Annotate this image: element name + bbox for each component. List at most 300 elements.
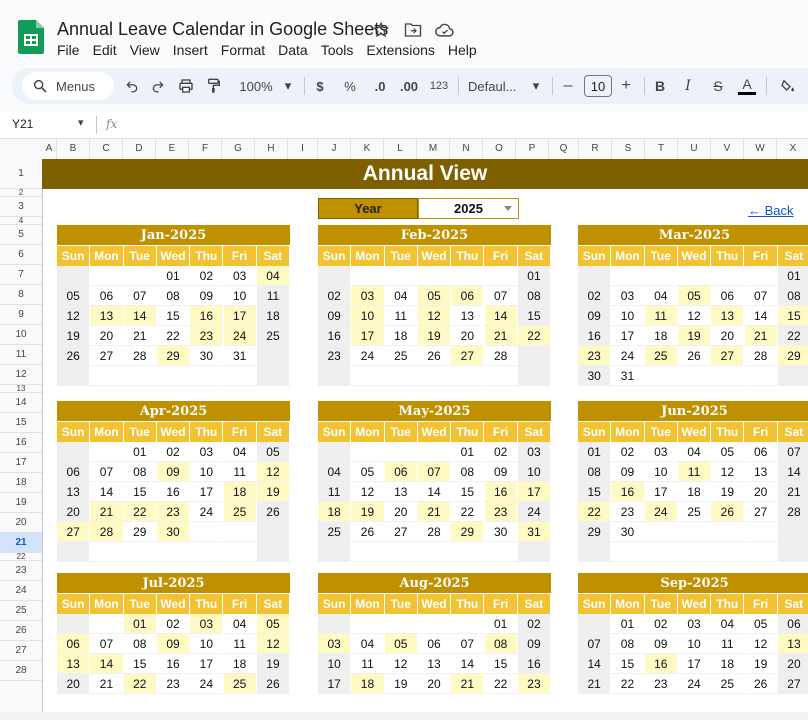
day-cell[interactable] <box>778 366 808 386</box>
day-cell[interactable] <box>518 542 551 562</box>
sheets-logo-icon[interactable] <box>18 20 44 54</box>
column-header-n[interactable]: N <box>450 139 483 159</box>
day-cell[interactable]: 10 <box>190 462 223 482</box>
row-header-28[interactable]: 28 <box>0 661 42 681</box>
day-cell[interactable]: 14 <box>90 654 123 674</box>
column-header-s[interactable]: S <box>612 139 645 159</box>
column-header-e[interactable]: E <box>156 139 189 159</box>
day-cell[interactable]: 21 <box>451 674 484 694</box>
increase-decimal-button[interactable]: .00 <box>399 78 419 94</box>
day-cell[interactable] <box>578 614 611 634</box>
day-cell[interactable]: 12 <box>257 634 290 654</box>
column-header-r[interactable]: R <box>579 139 612 159</box>
menu-tools[interactable]: Tools <box>320 42 354 58</box>
day-cell[interactable]: 12 <box>678 306 711 326</box>
day-cell[interactable] <box>418 442 451 462</box>
day-cell[interactable]: 22 <box>518 326 551 346</box>
day-cell[interactable]: 09 <box>611 462 644 482</box>
column-header-o[interactable]: O <box>483 139 516 159</box>
day-cell[interactable] <box>90 614 123 634</box>
day-cell[interactable]: 16 <box>611 482 644 502</box>
day-cell[interactable]: 15 <box>124 482 157 502</box>
day-cell[interactable] <box>485 542 518 562</box>
day-cell[interactable]: 02 <box>318 286 351 306</box>
day-cell[interactable]: 12 <box>257 462 290 482</box>
day-cell[interactable]: 15 <box>124 654 157 674</box>
day-cell[interactable]: 01 <box>778 266 808 286</box>
column-header-u[interactable]: U <box>678 139 711 159</box>
day-cell[interactable]: 05 <box>418 286 451 306</box>
day-cell[interactable]: 08 <box>451 462 484 482</box>
day-cell[interactable]: 29 <box>778 346 808 366</box>
font-size-input[interactable] <box>584 68 612 104</box>
day-cell[interactable] <box>611 542 644 562</box>
day-cell[interactable]: 21 <box>124 326 157 346</box>
day-cell[interactable]: 20 <box>418 674 451 694</box>
row-header-17[interactable]: 17 <box>0 453 42 473</box>
day-cell[interactable] <box>711 366 744 386</box>
day-cell[interactable]: 13 <box>90 306 123 326</box>
day-cell[interactable] <box>224 366 257 386</box>
day-cell[interactable]: 05 <box>711 442 744 462</box>
day-cell[interactable]: 04 <box>318 462 351 482</box>
day-cell[interactable]: 15 <box>578 482 611 502</box>
day-cell[interactable]: 04 <box>257 266 290 286</box>
day-cell[interactable]: 07 <box>124 286 157 306</box>
day-cell[interactable]: 13 <box>745 462 778 482</box>
day-cell[interactable]: 18 <box>224 482 257 502</box>
day-cell[interactable]: 05 <box>745 614 778 634</box>
day-cell[interactable]: 08 <box>124 634 157 654</box>
day-cell[interactable] <box>90 266 123 286</box>
day-cell[interactable] <box>645 542 678 562</box>
day-cell[interactable] <box>57 542 90 562</box>
day-cell[interactable]: 14 <box>485 306 518 326</box>
day-cell[interactable]: 04 <box>385 286 418 306</box>
day-cell[interactable]: 19 <box>57 326 90 346</box>
column-header-q[interactable]: Q <box>549 139 579 159</box>
day-cell[interactable]: 19 <box>418 326 451 346</box>
menu-help[interactable]: Help <box>447 42 477 58</box>
day-cell[interactable]: 13 <box>778 634 808 654</box>
day-cell[interactable] <box>745 542 778 562</box>
day-cell[interactable]: 06 <box>778 614 808 634</box>
day-cell[interactable]: 27 <box>385 522 418 542</box>
column-header-l[interactable]: L <box>384 139 417 159</box>
strikethrough-button[interactable]: S <box>713 78 723 94</box>
day-cell[interactable]: 25 <box>711 674 744 694</box>
row-header-2[interactable]: 2 <box>0 189 42 197</box>
day-cell[interactable]: 03 <box>351 286 384 306</box>
day-cell[interactable]: 06 <box>57 462 90 482</box>
day-cell[interactable]: 02 <box>190 266 223 286</box>
day-cell[interactable]: 07 <box>451 634 484 654</box>
column-header-x[interactable]: X <box>777 139 808 159</box>
day-cell[interactable]: 26 <box>57 346 90 366</box>
row-header-10[interactable]: 10 <box>0 325 42 345</box>
day-cell[interactable] <box>385 366 418 386</box>
day-cell[interactable]: 06 <box>385 462 418 482</box>
redo-button[interactable] <box>146 68 170 104</box>
day-cell[interactable]: 25 <box>385 346 418 366</box>
day-cell[interactable]: 09 <box>578 306 611 326</box>
name-box[interactable]: Y21 <box>12 117 34 131</box>
day-cell[interactable] <box>645 522 678 542</box>
day-cell[interactable]: 20 <box>385 502 418 522</box>
font-select[interactable]: Defaul... <box>468 78 517 94</box>
day-cell[interactable]: 16 <box>518 654 551 674</box>
day-cell[interactable]: 18 <box>645 326 678 346</box>
day-cell[interactable]: 27 <box>745 502 778 522</box>
row-header-5[interactable]: 5 <box>0 225 42 245</box>
day-cell[interactable]: 27 <box>778 674 808 694</box>
day-cell[interactable]: 27 <box>451 346 484 366</box>
menu-view[interactable]: View <box>129 42 160 58</box>
day-cell[interactable]: 01 <box>485 614 518 634</box>
day-cell[interactable] <box>418 542 451 562</box>
day-cell[interactable]: 23 <box>518 674 551 694</box>
day-cell[interactable]: 23 <box>190 326 223 346</box>
percent-format-button[interactable]: % <box>344 78 356 94</box>
day-cell[interactable] <box>678 266 711 286</box>
row-header-16[interactable]: 16 <box>0 433 42 453</box>
day-cell[interactable]: 12 <box>711 462 744 482</box>
day-cell[interactable]: 30 <box>485 522 518 542</box>
row-header-9[interactable]: 9 <box>0 305 42 325</box>
menu-data[interactable]: Data <box>278 42 308 58</box>
day-cell[interactable]: 16 <box>157 482 190 502</box>
day-cell[interactable]: 07 <box>485 286 518 306</box>
day-cell[interactable]: 26 <box>418 346 451 366</box>
day-cell[interactable] <box>645 266 678 286</box>
day-cell[interactable]: 09 <box>318 306 351 326</box>
day-cell[interactable]: 27 <box>711 346 744 366</box>
day-cell[interactable]: 22 <box>578 502 611 522</box>
day-cell[interactable]: 04 <box>711 614 744 634</box>
day-cell[interactable]: 24 <box>224 326 257 346</box>
day-cell[interactable] <box>418 266 451 286</box>
row-header-19[interactable]: 19 <box>0 493 42 513</box>
day-cell[interactable]: 07 <box>90 634 123 654</box>
day-cell[interactable]: 24 <box>190 502 223 522</box>
day-cell[interactable] <box>711 266 744 286</box>
column-header-i[interactable]: I <box>288 139 318 159</box>
day-cell[interactable]: 14 <box>418 482 451 502</box>
day-cell[interactable]: 17 <box>645 482 678 502</box>
day-cell[interactable]: 19 <box>385 674 418 694</box>
day-cell[interactable]: 18 <box>318 502 351 522</box>
row-header-25[interactable]: 25 <box>0 601 42 621</box>
font-chevron-down-icon[interactable]: ▾ <box>532 78 540 93</box>
row-header-15[interactable]: 15 <box>0 413 42 433</box>
day-cell[interactable]: 26 <box>711 502 744 522</box>
undo-button[interactable] <box>120 68 144 104</box>
day-cell[interactable]: 25 <box>318 522 351 542</box>
column-header-m[interactable]: M <box>417 139 450 159</box>
row-header-18[interactable]: 18 <box>0 473 42 493</box>
day-cell[interactable] <box>190 366 223 386</box>
day-cell[interactable]: 18 <box>351 674 384 694</box>
day-cell[interactable]: 10 <box>645 462 678 482</box>
print-button[interactable] <box>174 68 198 104</box>
day-cell[interactable] <box>578 266 611 286</box>
day-cell[interactable]: 21 <box>418 502 451 522</box>
day-cell[interactable]: 08 <box>778 286 808 306</box>
day-cell[interactable] <box>485 366 518 386</box>
row-header-21[interactable]: 21 <box>0 533 42 553</box>
day-cell[interactable] <box>711 522 744 542</box>
day-cell[interactable]: 29 <box>157 346 190 366</box>
column-header-t[interactable]: T <box>645 139 678 159</box>
day-cell[interactable]: 08 <box>611 634 644 654</box>
day-cell[interactable]: 16 <box>157 654 190 674</box>
menu-edit[interactable]: Edit <box>92 42 117 58</box>
day-cell[interactable]: 10 <box>190 634 223 654</box>
column-header-k[interactable]: K <box>351 139 384 159</box>
day-cell[interactable]: 03 <box>645 442 678 462</box>
day-cell[interactable] <box>418 366 451 386</box>
day-cell[interactable]: 24 <box>645 502 678 522</box>
day-cell[interactable]: 17 <box>190 654 223 674</box>
day-cell[interactable]: 20 <box>57 502 90 522</box>
day-cell[interactable]: 03 <box>224 266 257 286</box>
menu-extensions[interactable]: Extensions <box>366 42 435 58</box>
day-cell[interactable]: 28 <box>745 346 778 366</box>
day-cell[interactable]: 17 <box>224 306 257 326</box>
day-cell[interactable]: 15 <box>778 306 808 326</box>
decrease-font-size-button[interactable]: – <box>563 77 573 94</box>
day-cell[interactable]: 20 <box>711 326 744 346</box>
day-cell[interactable] <box>257 366 290 386</box>
day-cell[interactable]: 10 <box>518 462 551 482</box>
day-cell[interactable]: 18 <box>385 326 418 346</box>
day-cell[interactable]: 23 <box>578 346 611 366</box>
menu-insert[interactable]: Insert <box>172 42 208 58</box>
day-cell[interactable] <box>451 366 484 386</box>
day-cell[interactable] <box>385 266 418 286</box>
day-cell[interactable]: 18 <box>711 654 744 674</box>
day-cell[interactable]: 17 <box>351 326 384 346</box>
day-cell[interactable]: 13 <box>57 654 90 674</box>
day-cell[interactable] <box>124 542 157 562</box>
column-header-d[interactable]: D <box>123 139 156 159</box>
day-cell[interactable]: 19 <box>257 482 290 502</box>
day-cell[interactable] <box>224 542 257 562</box>
day-cell[interactable]: 31 <box>224 346 257 366</box>
day-cell[interactable]: 23 <box>645 674 678 694</box>
day-cell[interactable]: 20 <box>90 326 123 346</box>
day-cell[interactable]: 24 <box>611 346 644 366</box>
row-header-22[interactable]: 22 <box>0 553 42 561</box>
day-cell[interactable] <box>678 522 711 542</box>
menu-format[interactable]: Format <box>220 42 266 58</box>
day-cell[interactable]: 27 <box>57 522 90 542</box>
day-cell[interactable]: 22 <box>124 502 157 522</box>
day-cell[interactable] <box>57 266 90 286</box>
day-cell[interactable]: 10 <box>224 286 257 306</box>
day-cell[interactable]: 24 <box>190 674 223 694</box>
day-cell[interactable]: 03 <box>190 442 223 462</box>
day-cell[interactable]: 08 <box>578 462 611 482</box>
row-header-27[interactable]: 27 <box>0 641 42 661</box>
day-cell[interactable]: 22 <box>124 674 157 694</box>
day-cell[interactable]: 03 <box>518 442 551 462</box>
day-cell[interactable]: 30 <box>611 522 644 542</box>
day-cell[interactable]: 02 <box>157 442 190 462</box>
day-cell[interactable]: 15 <box>451 482 484 502</box>
row-header-23[interactable]: 23 <box>0 561 42 581</box>
day-cell[interactable]: 21 <box>778 482 808 502</box>
row-header-1[interactable]: 1 <box>0 159 42 189</box>
day-cell[interactable] <box>190 522 223 542</box>
day-cell[interactable]: 28 <box>418 522 451 542</box>
day-cell[interactable]: 11 <box>257 286 290 306</box>
row-header-13[interactable]: 13 <box>0 385 42 393</box>
day-cell[interactable]: 21 <box>485 326 518 346</box>
day-cell[interactable] <box>124 266 157 286</box>
star-icon[interactable] <box>370 20 392 40</box>
day-cell[interactable] <box>745 366 778 386</box>
day-cell[interactable] <box>418 614 451 634</box>
day-cell[interactable] <box>318 614 351 634</box>
column-header-h[interactable]: H <box>255 139 288 159</box>
day-cell[interactable]: 17 <box>518 482 551 502</box>
decrease-decimal-button[interactable]: .0 <box>374 78 386 94</box>
day-cell[interactable]: 28 <box>778 502 808 522</box>
day-cell[interactable]: 19 <box>745 654 778 674</box>
day-cell[interactable]: 29 <box>578 522 611 542</box>
day-cell[interactable] <box>385 442 418 462</box>
day-cell[interactable]: 12 <box>351 482 384 502</box>
day-cell[interactable]: 14 <box>124 306 157 326</box>
day-cell[interactable]: 12 <box>745 634 778 654</box>
day-cell[interactable]: 13 <box>57 482 90 502</box>
day-cell[interactable] <box>318 442 351 462</box>
day-cell[interactable] <box>385 542 418 562</box>
more-formats-button[interactable]: 123 <box>429 80 449 92</box>
day-cell[interactable]: 06 <box>711 286 744 306</box>
day-cell[interactable]: 14 <box>578 654 611 674</box>
day-cell[interactable]: 14 <box>90 482 123 502</box>
day-cell[interactable]: 25 <box>678 502 711 522</box>
day-cell[interactable]: 28 <box>124 346 157 366</box>
day-cell[interactable]: 08 <box>157 286 190 306</box>
day-cell[interactable]: 05 <box>257 614 290 634</box>
day-cell[interactable] <box>678 542 711 562</box>
day-cell[interactable] <box>645 366 678 386</box>
day-cell[interactable]: 30 <box>190 346 223 366</box>
day-cell[interactable]: 26 <box>678 346 711 366</box>
day-cell[interactable] <box>778 522 808 542</box>
day-cell[interactable]: 07 <box>745 286 778 306</box>
day-cell[interactable]: 27 <box>90 346 123 366</box>
day-cell[interactable]: 15 <box>611 654 644 674</box>
day-cell[interactable]: 16 <box>318 326 351 346</box>
day-cell[interactable]: 09 <box>645 634 678 654</box>
day-cell[interactable]: 08 <box>485 634 518 654</box>
day-cell[interactable]: 01 <box>124 442 157 462</box>
day-cell[interactable]: 13 <box>418 654 451 674</box>
year-dropdown[interactable] <box>418 198 519 219</box>
search-menus-button[interactable] <box>22 72 114 100</box>
day-cell[interactable]: 19 <box>257 654 290 674</box>
menu-file[interactable]: File <box>57 42 80 58</box>
day-cell[interactable]: 06 <box>418 634 451 654</box>
day-cell[interactable]: 03 <box>611 286 644 306</box>
day-cell[interactable] <box>351 442 384 462</box>
day-cell[interactable]: 11 <box>711 634 744 654</box>
day-cell[interactable] <box>351 266 384 286</box>
day-cell[interactable]: 06 <box>90 286 123 306</box>
day-cell[interactable]: 05 <box>351 462 384 482</box>
currency-format-button[interactable]: $ <box>316 78 324 94</box>
day-cell[interactable]: 11 <box>678 462 711 482</box>
day-cell[interactable]: 26 <box>257 674 290 694</box>
text-color-button[interactable] <box>736 68 758 104</box>
day-cell[interactable] <box>57 366 90 386</box>
day-cell[interactable] <box>351 366 384 386</box>
day-cell[interactable]: 14 <box>451 654 484 674</box>
day-cell[interactable]: 05 <box>678 286 711 306</box>
column-header-c[interactable]: C <box>90 139 123 159</box>
day-cell[interactable] <box>518 346 551 366</box>
day-cell[interactable]: 13 <box>385 482 418 502</box>
day-cell[interactable]: 01 <box>124 614 157 634</box>
day-cell[interactable]: 16 <box>190 306 223 326</box>
row-header-8[interactable]: 8 <box>0 285 42 305</box>
day-cell[interactable]: 01 <box>518 266 551 286</box>
day-cell[interactable]: 08 <box>124 462 157 482</box>
day-cell[interactable]: 07 <box>778 442 808 462</box>
day-cell[interactable]: 01 <box>611 614 644 634</box>
day-cell[interactable]: 22 <box>485 674 518 694</box>
day-cell[interactable]: 30 <box>578 366 611 386</box>
day-cell[interactable]: 02 <box>157 614 190 634</box>
document-title[interactable]: Annual Leave Calendar in Google Sheets <box>57 19 389 39</box>
day-cell[interactable]: 19 <box>351 502 384 522</box>
row-header-24[interactable]: 24 <box>0 581 42 601</box>
day-cell[interactable] <box>318 542 351 562</box>
day-cell[interactable]: 02 <box>611 442 644 462</box>
day-cell[interactable]: 30 <box>157 522 190 542</box>
day-cell[interactable]: 11 <box>351 654 384 674</box>
day-cell[interactable] <box>90 366 123 386</box>
column-header-a[interactable]: A <box>42 139 57 159</box>
column-header-g[interactable]: G <box>222 139 255 159</box>
day-cell[interactable]: 11 <box>645 306 678 326</box>
day-cell[interactable]: 24 <box>678 674 711 694</box>
day-cell[interactable]: 25 <box>224 502 257 522</box>
day-cell[interactable]: 02 <box>518 614 551 634</box>
day-cell[interactable] <box>57 442 90 462</box>
day-cell[interactable]: 10 <box>351 306 384 326</box>
day-cell[interactable]: 29 <box>451 522 484 542</box>
day-cell[interactable] <box>257 542 290 562</box>
day-cell[interactable]: 03 <box>678 614 711 634</box>
day-cell[interactable] <box>351 542 384 562</box>
column-header-j[interactable]: J <box>318 139 351 159</box>
day-cell[interactable]: 04 <box>224 614 257 634</box>
day-cell[interactable]: 19 <box>678 326 711 346</box>
day-cell[interactable]: 15 <box>518 306 551 326</box>
day-cell[interactable]: 20 <box>451 326 484 346</box>
day-cell[interactable]: 04 <box>678 442 711 462</box>
back-link[interactable]: ← Back <box>748 203 794 218</box>
day-cell[interactable] <box>745 522 778 542</box>
day-cell[interactable]: 09 <box>518 634 551 654</box>
spreadsheet-grid[interactable] <box>0 139 808 712</box>
column-header-p[interactable]: P <box>516 139 549 159</box>
